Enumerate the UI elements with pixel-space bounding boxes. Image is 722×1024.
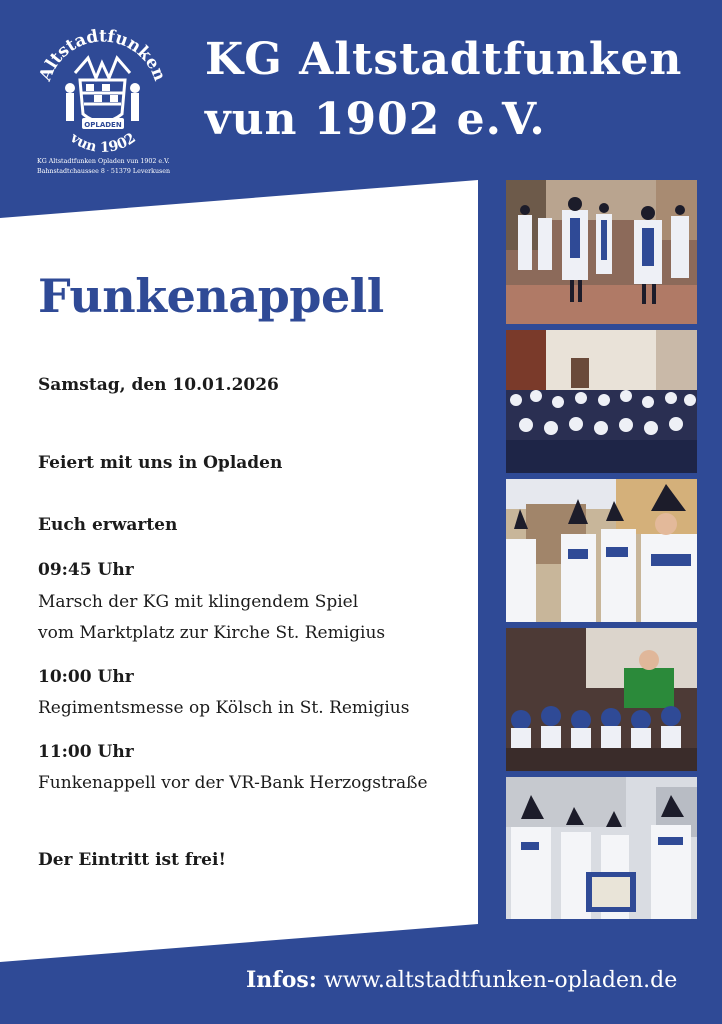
schedule-time-1: 09:45 Uhr [38,560,134,580]
schedule-time-2: 10:00 Uhr [38,667,134,687]
address-line-1: KG Altstadtfunken Opladen vun 1902 e.V. [37,158,170,165]
schedule-item-3-line-1: Funkenappell vor der VR-Bank Herzogstraße [38,773,428,793]
footer-info [246,967,677,993]
entry-notice: Der Eintritt ist frei! [38,850,226,870]
club-title-line-1: KG Altstadtfunken [205,34,683,85]
event-date: Samstag, den 10.01.2026 [38,375,279,395]
logo-text-top: Altstadtfunken [35,26,170,84]
logo-banner-text: OPLADEN [84,121,122,129]
parade-photo [506,180,697,324]
schedule-heading: Euch erwarten [38,515,178,535]
club-title-line-2: vun 1902 e.V. [205,94,546,145]
svg-text:vun 1902 [66,130,138,156]
footer-label: Infos: [246,967,317,993]
event-tagline: Feiert mit uns in Opladen [38,453,283,473]
website-link[interactable]: www.altstadtfunken-opladen.de [323,968,678,993]
mass-photo [506,628,697,771]
svg-text:Altstadtfunken [35,26,169,84]
schedule-item-2-line-1: Regimentsmesse op Kölsch in St. Remigius [38,698,410,718]
church-hall-photo [506,330,697,473]
club-title [205,30,705,150]
event-title: Funkenappell [38,269,384,323]
schedule-time-3: 11:00 Uhr [38,742,134,762]
club-address [37,157,197,177]
club-logo-icon [30,18,175,158]
logo-text-bottom: vun 1902 [67,130,139,156]
address-line-2: Bahnstadtchaussee 8 · 51379 Leverkusen [37,168,171,175]
drummers-photo [506,479,697,622]
band-street-photo [506,777,697,919]
schedule-item-1-line-1: Marsch der KG mit klingendem Spiel [38,592,359,612]
schedule-item-1-line-2: vom Marktplatz zur Kirche St. Remigius [38,623,386,643]
